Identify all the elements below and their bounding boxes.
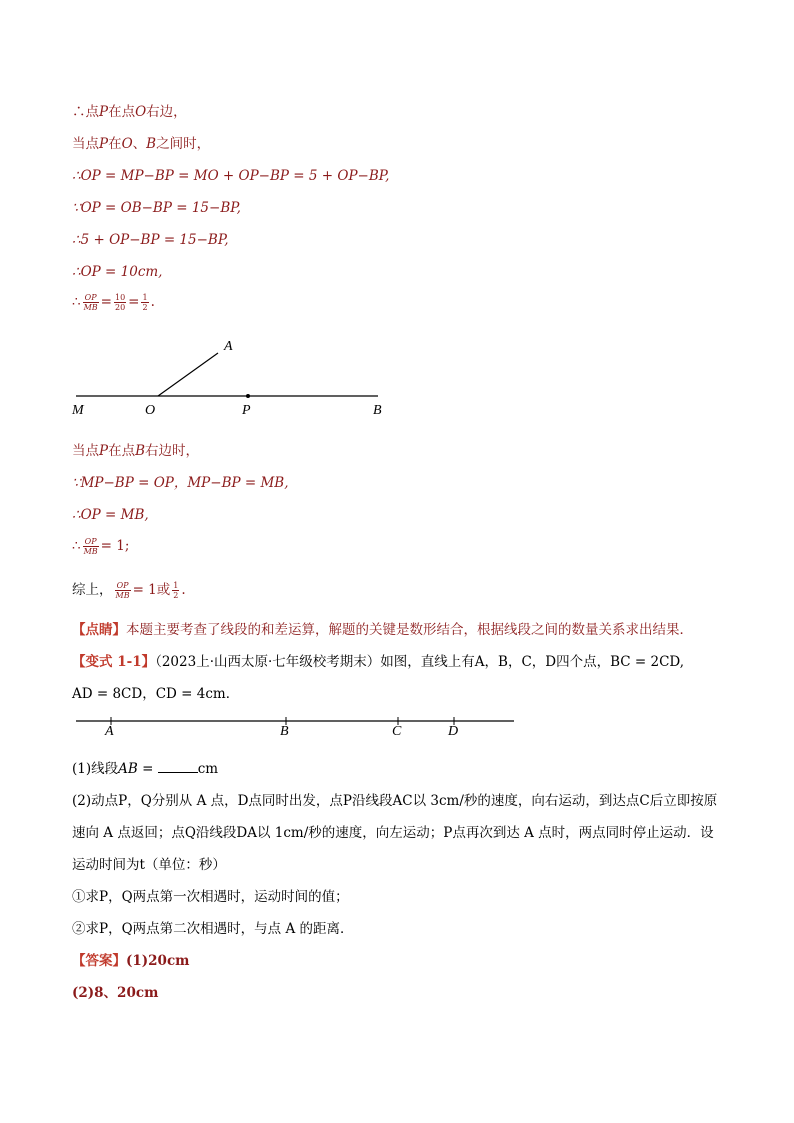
text: ∴点 xyxy=(72,104,99,120)
var-p: P xyxy=(99,443,109,459)
equation-op-mb: ∴OP = MB, xyxy=(72,507,149,523)
figure-line-abcd xyxy=(0,700,794,750)
ratio-result-2 xyxy=(72,537,129,556)
label-a: A xyxy=(224,339,233,354)
var-p: P xyxy=(99,104,109,120)
label-p: P xyxy=(242,403,251,418)
numerator: OP xyxy=(83,293,99,303)
period: . xyxy=(181,582,186,598)
var-o: O xyxy=(121,136,133,152)
denominator: 20 xyxy=(114,303,126,312)
figure-line-moab xyxy=(0,0,794,430)
variant-problem-header xyxy=(72,653,684,671)
text: 右边， xyxy=(146,104,187,120)
numerator: 1 xyxy=(142,293,148,302)
key-point xyxy=(72,621,693,639)
equals: = xyxy=(142,761,154,777)
text: 右边时， xyxy=(145,443,200,459)
label-d: D xyxy=(448,724,459,739)
answer-1: (1)20cm xyxy=(126,953,190,969)
text: 在点 xyxy=(108,104,136,120)
var-b: B xyxy=(135,443,146,459)
answer xyxy=(72,952,189,970)
text: 当点 xyxy=(72,136,99,152)
text: 、 xyxy=(132,136,147,152)
text: 在点 xyxy=(108,443,136,459)
text: 在 xyxy=(108,136,122,152)
therefore-symbol: ∴ xyxy=(72,294,81,310)
equation-op-1: ∴OP = MP−BP = MO + OP−BP = 5 + OP−BP, xyxy=(72,168,390,184)
answer-blank xyxy=(158,760,198,773)
equals-one: = 1; xyxy=(100,538,130,554)
variant-source: （2023上·山西太原·七年级校考期末） xyxy=(155,654,381,670)
denominator: 2 xyxy=(173,591,179,600)
equation-op-value: ∴OP = 10cm, xyxy=(72,264,163,280)
label-o: O xyxy=(145,403,156,418)
numerator: 1 xyxy=(173,581,179,590)
fraction-op-mb xyxy=(115,581,131,600)
numerator: OP xyxy=(115,581,131,591)
numerator: 10 xyxy=(114,293,126,302)
question-2-line-2: 速向 A 点返回；点Q沿线段DA以 1cm/秒的速度，向左运动；P点再次到达 A 点时，两点同时停止运动．设 xyxy=(72,825,714,841)
variant-statement: 如图，直线上有A，B，C，D四个点，BC = 2CD, xyxy=(380,654,685,670)
denominator: MB xyxy=(83,547,98,556)
label-a: A xyxy=(105,724,114,739)
equals: = xyxy=(100,294,112,310)
case-p-right-of-b xyxy=(72,442,199,460)
var-p: P xyxy=(99,136,109,152)
conclusion xyxy=(72,581,186,600)
answer-tag: 【答案】 xyxy=(72,953,126,969)
text: 之间时， xyxy=(156,136,211,152)
variant-tag: 【变式 1-1】 xyxy=(72,654,156,670)
equals-one-or: = 1或 xyxy=(132,582,171,598)
var-ab: AB xyxy=(118,761,138,777)
answer-2: (2)8、20cm xyxy=(72,985,159,1001)
equation-op-2: ∵OP = OB−BP = 15−BP, xyxy=(72,200,241,216)
unit-cm: cm xyxy=(197,761,219,777)
label-c: C xyxy=(392,724,402,739)
ray-oa xyxy=(158,353,218,396)
equals: = xyxy=(128,294,140,310)
question-2-line-3: 运动时间为t（单位：秒） xyxy=(72,857,226,873)
therefore-symbol: ∴ xyxy=(72,538,81,554)
question-2-line-1: (2)动点P，Q分别从 A 点，D点同时出发，点P沿线段AC以 3cm/秒的速度，向右运动，到达点C后立即按原 xyxy=(72,793,718,809)
key-point-tag: 【点睛】 xyxy=(72,622,126,638)
denominator: MB xyxy=(115,591,130,600)
question-2-sub-2: ②求P，Q两点第二次相遇时，与点 A 的距离． xyxy=(72,921,354,937)
point-p-dot xyxy=(246,394,250,398)
q1-text: (1)线段 xyxy=(72,761,119,777)
period: . xyxy=(150,294,155,310)
question-1 xyxy=(72,760,218,778)
conclusion-prefix: 综上， xyxy=(72,582,113,598)
denominator: 2 xyxy=(142,303,148,312)
var-o: O xyxy=(135,104,147,120)
label-b: B xyxy=(280,724,289,739)
numerator: OP xyxy=(83,537,99,547)
equation-op-3: ∴5 + OP−BP = 15−BP, xyxy=(72,232,229,248)
key-point-text: 本题主要考查了线段的和差运算，解题的关键是数形结合，根据线段之间的数量关系求出结果． xyxy=(126,622,693,638)
text: 当点 xyxy=(72,443,99,459)
denominator: MB xyxy=(83,303,98,312)
fraction-1-2 xyxy=(172,581,179,600)
label-m: M xyxy=(72,403,84,418)
question-2-sub-1: ①求P，Q两点第一次相遇时，运动时间的值； xyxy=(72,889,349,905)
var-b: B xyxy=(146,136,157,152)
equation-mp-bp: ∵MP−BP = OP，MP−BP = MB, xyxy=(72,475,289,491)
fraction-op-mb xyxy=(83,537,99,556)
variant-statement-2: AD = 8CD，CD = 4cm． xyxy=(72,686,240,702)
label-b: B xyxy=(373,403,382,418)
